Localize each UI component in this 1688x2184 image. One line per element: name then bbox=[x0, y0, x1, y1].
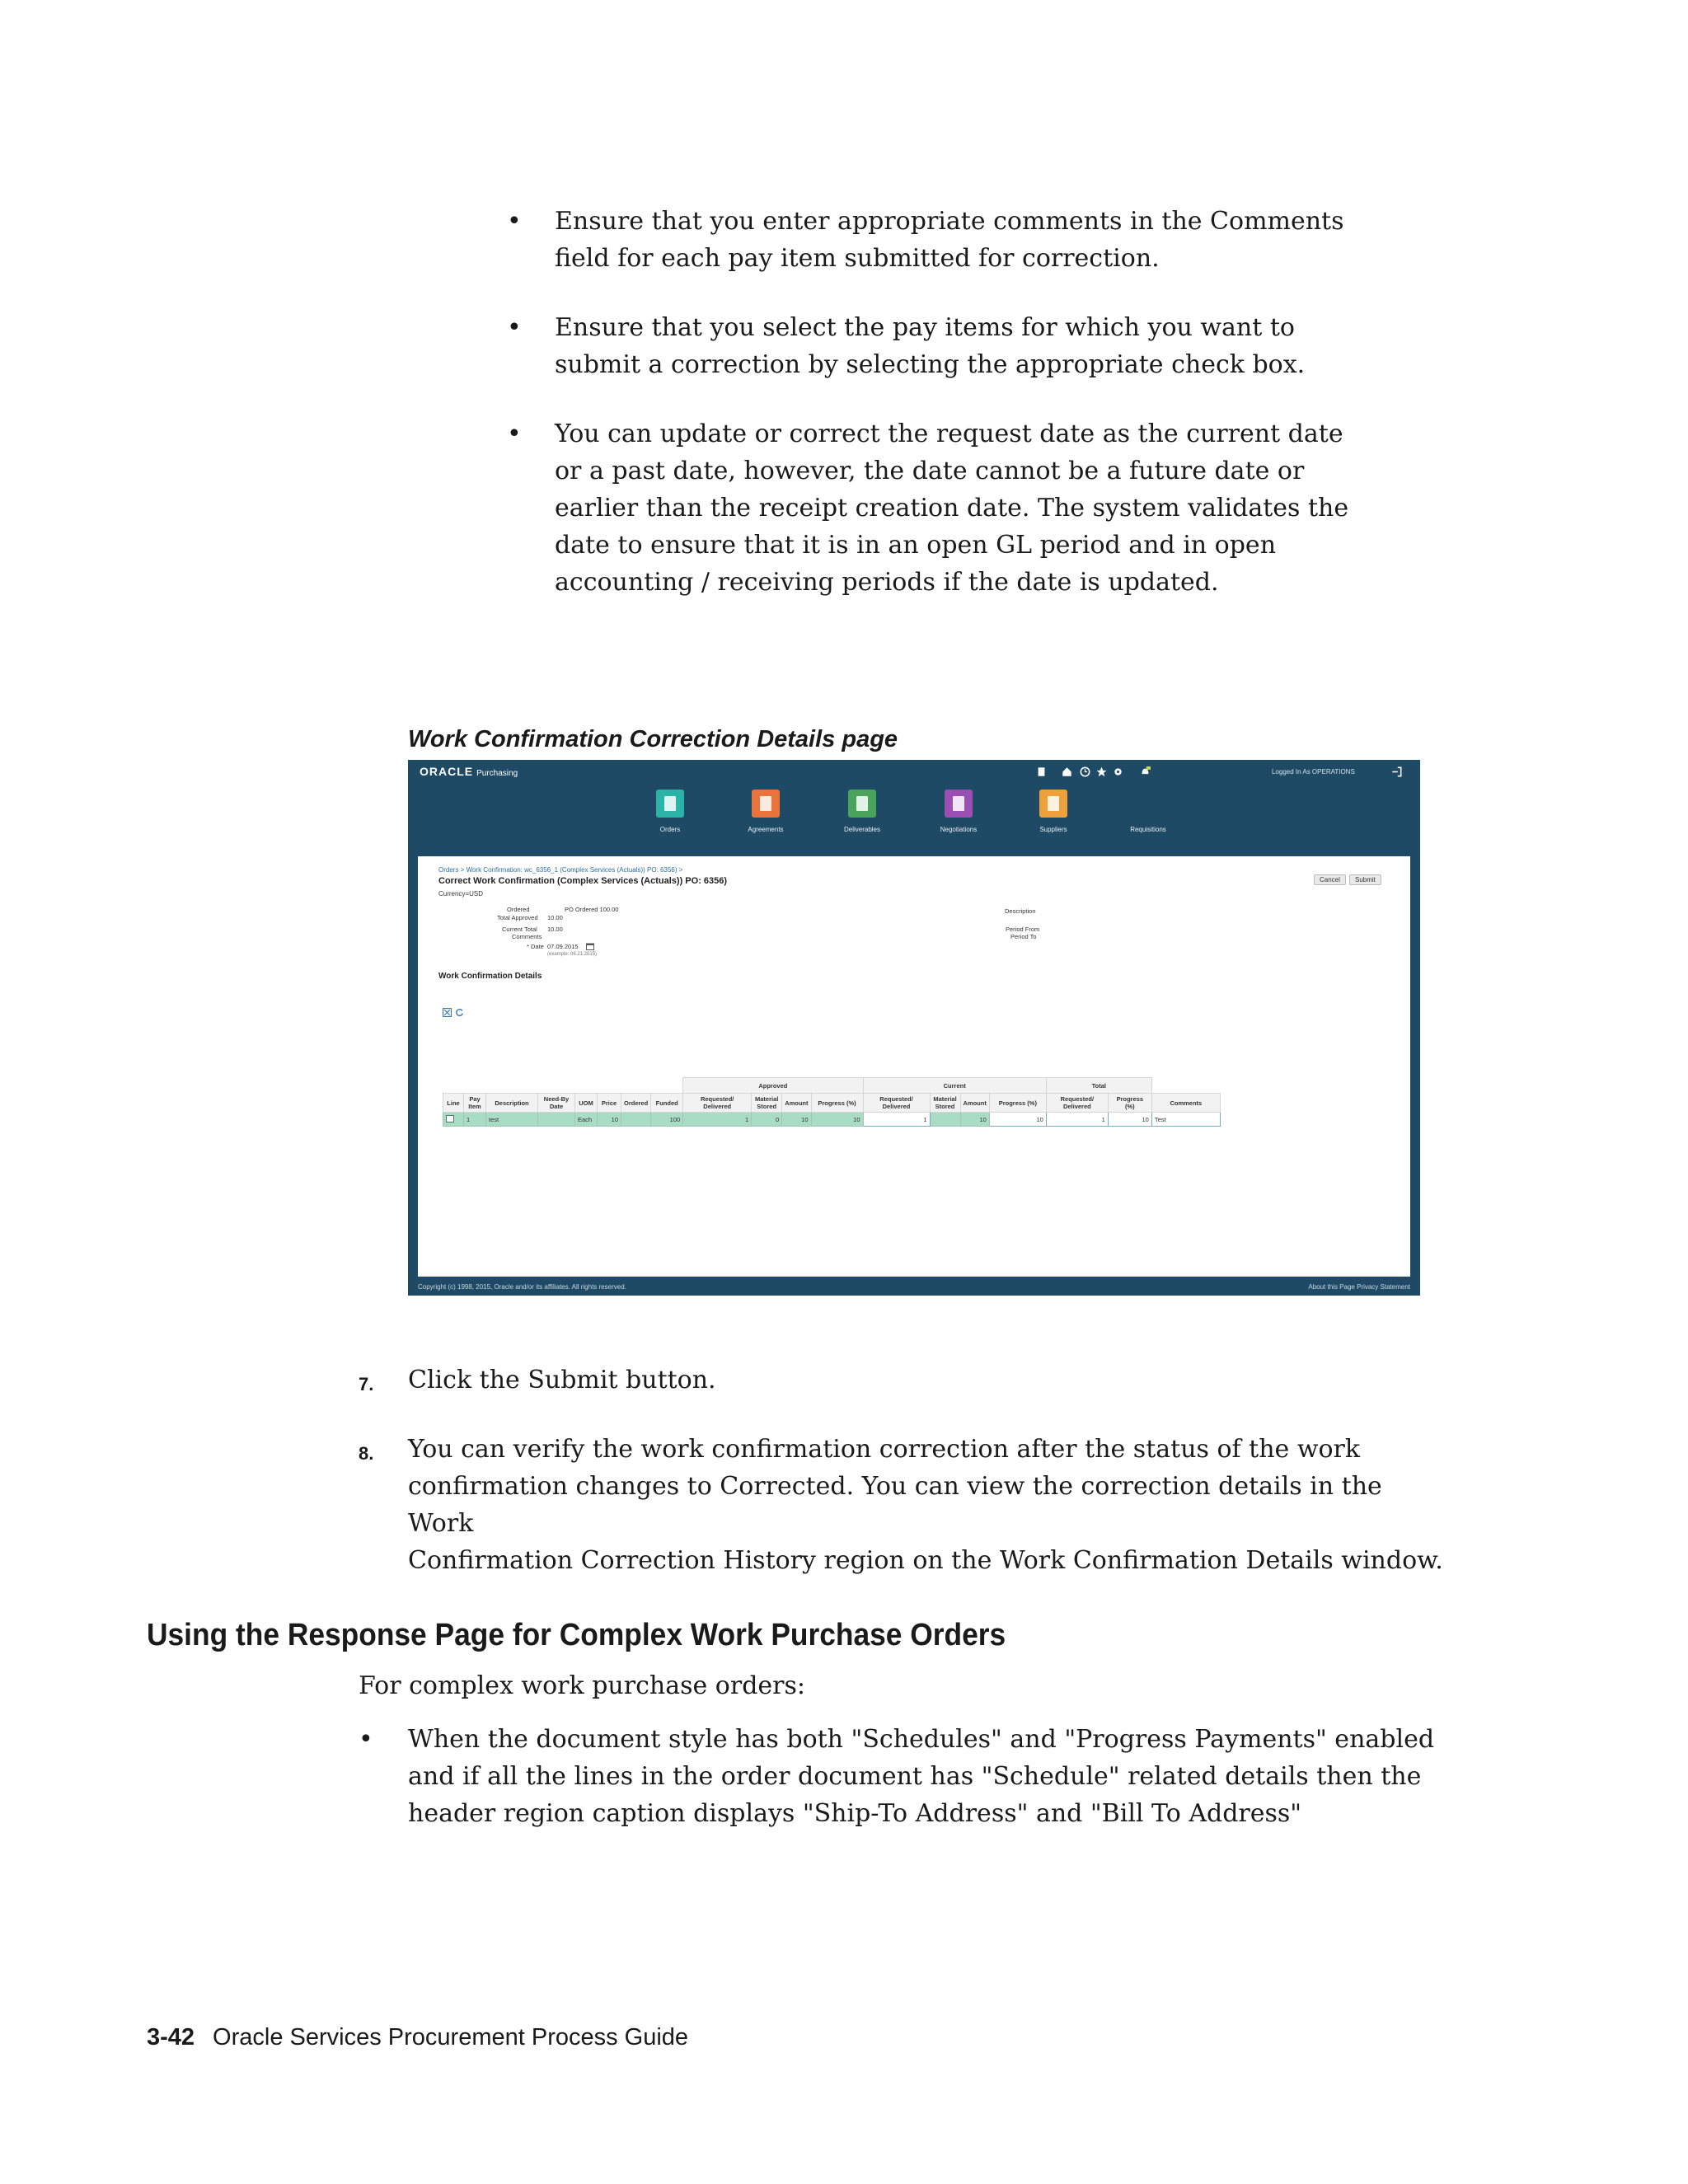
column-header: Description bbox=[486, 1094, 538, 1113]
period-from-label: Period From bbox=[1006, 926, 1040, 933]
column-header: Requested/ Delivered bbox=[863, 1094, 930, 1113]
cell bbox=[538, 1113, 575, 1127]
group-header-total: Total bbox=[1046, 1078, 1151, 1094]
column-header: Material Stored bbox=[930, 1094, 960, 1113]
cell: 100 bbox=[651, 1113, 683, 1127]
cell: test bbox=[486, 1113, 538, 1127]
currency-label: Currency=USD bbox=[438, 890, 484, 898]
intro-text: For complex work purchase orders: bbox=[359, 1671, 805, 1700]
column-header: UOM bbox=[575, 1094, 598, 1113]
requisitions-icon bbox=[1134, 790, 1162, 818]
period-to-label: Period To bbox=[1010, 933, 1037, 940]
step-number: 7. bbox=[359, 1374, 374, 1394]
column-header: Progress (%) bbox=[989, 1094, 1046, 1113]
nav-suppliers[interactable] bbox=[1020, 790, 1086, 833]
nav-label: Deliverables bbox=[843, 826, 881, 833]
column-header: Comments bbox=[1151, 1094, 1220, 1113]
group-header-approved: Approved bbox=[683, 1078, 863, 1094]
bullet-dot: • bbox=[507, 207, 522, 236]
nav-label: Orders bbox=[659, 826, 681, 833]
cell: 10 bbox=[960, 1113, 989, 1127]
date-field[interactable]: 07.09.2015 bbox=[547, 943, 579, 950]
nav-label: Negotiations bbox=[940, 826, 978, 833]
cell: 0 bbox=[752, 1113, 782, 1127]
module-name: Purchasing bbox=[476, 769, 518, 778]
bullet-text: When the document style has both "Schedules" and "Progress Payments" enabled and if all the lines in the order document has "Schedule" related details then the header region caption displays "Ship-To Address" and "Bill To Address" bbox=[408, 1725, 1435, 1828]
nav-label: Suppliers bbox=[1039, 826, 1067, 833]
total-progress-input[interactable]: 10 bbox=[1108, 1113, 1151, 1127]
bullet-text: You can update or correct the request date as the current date or a past date, however, the date cannot be a future date or earlier than the receipt creation date. The system validates the date to ensure that it is in an open GL period and in open accounting / receiving periods if the date is updated. bbox=[555, 419, 1349, 597]
column-header: Material Stored bbox=[752, 1094, 782, 1113]
export-icon[interactable] bbox=[443, 1008, 452, 1017]
progress-input[interactable]: 10 bbox=[989, 1113, 1046, 1127]
nav-orders[interactable] bbox=[637, 790, 703, 833]
work-confirmation-screenshot bbox=[408, 760, 1420, 1296]
bullet-dot: • bbox=[359, 1725, 373, 1754]
sign-out-icon[interactable] bbox=[1391, 766, 1402, 777]
description-label: Description bbox=[1005, 907, 1036, 915]
negotiations-icon bbox=[945, 790, 973, 818]
footer-links[interactable]: About this Page Privacy Statement bbox=[1308, 1283, 1410, 1291]
current-total-value: 10.00 bbox=[547, 926, 563, 933]
book-title: Oracle Services Procurement Process Guide bbox=[213, 2024, 689, 2050]
cell: 10 bbox=[782, 1113, 811, 1127]
document-icon[interactable] bbox=[1036, 766, 1047, 777]
column-header: Need-By Date bbox=[538, 1094, 575, 1113]
figure-caption: Work Confirmation Correction Details page bbox=[408, 726, 898, 752]
page-footer bbox=[147, 2024, 688, 2051]
agreements-icon bbox=[752, 790, 780, 818]
column-header: Amount bbox=[960, 1094, 989, 1113]
bullet-text: Ensure that you enter appropriate comments in the Comments field for each pay item submitted for correction. bbox=[555, 207, 1344, 273]
refresh-icon[interactable] bbox=[455, 1008, 464, 1017]
column-header: Progress (%) bbox=[811, 1094, 863, 1113]
bullet-document-style bbox=[359, 1721, 1447, 1836]
comments-input[interactable]: Test bbox=[1151, 1113, 1220, 1127]
page-number: 3-42 bbox=[147, 2024, 195, 2050]
cell: 1 bbox=[464, 1113, 486, 1127]
oracle-logo: ORACLE Purchasing bbox=[420, 765, 518, 778]
bullet-dot: • bbox=[507, 419, 522, 448]
column-header: Price bbox=[598, 1094, 621, 1113]
column-header: Pay Item bbox=[464, 1094, 486, 1113]
current-total-label: Current Total bbox=[502, 926, 537, 933]
total-requested-input[interactable]: 1 bbox=[1046, 1113, 1108, 1127]
cell: Each bbox=[575, 1113, 598, 1127]
gear-icon[interactable] bbox=[1113, 766, 1123, 777]
section-heading: Using the Response Page for Complex Work Purchase Orders bbox=[147, 1618, 1006, 1652]
submit-button[interactable]: Submit bbox=[1349, 874, 1381, 885]
select-checkbox[interactable] bbox=[443, 1113, 464, 1127]
comments-label: Comments bbox=[512, 933, 542, 940]
nav-label: Requisitions bbox=[1130, 826, 1166, 833]
requested-input[interactable]: 1 bbox=[863, 1113, 930, 1127]
column-header: Ordered bbox=[621, 1094, 651, 1113]
clock-icon[interactable] bbox=[1080, 766, 1090, 777]
bullet-comments bbox=[507, 203, 1430, 277]
total-approved-label: Total Approved bbox=[497, 914, 538, 921]
ordered-label: Ordered bbox=[507, 906, 530, 913]
step-7 bbox=[359, 1361, 1430, 1403]
column-header: Line bbox=[443, 1094, 464, 1113]
logged-in-label: Logged In As OPERATIONS bbox=[1272, 768, 1355, 776]
cell: 1 bbox=[683, 1113, 752, 1127]
column-header: Progress (%) bbox=[1108, 1094, 1151, 1113]
column-header: Funded bbox=[651, 1094, 683, 1113]
content-panel bbox=[418, 856, 1410, 1277]
deliverables-icon bbox=[848, 790, 876, 818]
ordered-value: PO Ordered 100.00 bbox=[565, 906, 619, 913]
home-icon[interactable] bbox=[1062, 766, 1072, 777]
work-confirmation-table bbox=[443, 1077, 1221, 1127]
date-hint: (example: 06.21.2015) bbox=[547, 952, 598, 957]
copyright: Copyright (c) 1998, 2015, Oracle and/or its affiliates. All rights reserved. bbox=[418, 1283, 626, 1291]
breadcrumb[interactable]: Orders > Work Confirmation: wc_6356_1 (Complex Services (Actuals)) PO: 6356) > bbox=[438, 866, 683, 874]
calendar-icon[interactable] bbox=[586, 943, 594, 950]
section-title: Work Confirmation Details bbox=[438, 972, 542, 981]
step-text: You can verify the work confirmation correction after the status of the work confirmation changes to Corrected. You can view the correction details in the Work Confirmation Correction History region on the Work Confirmation Details window. bbox=[408, 1435, 1443, 1575]
bullet-select-items bbox=[507, 309, 1430, 383]
notifications-icon[interactable] bbox=[1140, 766, 1151, 777]
cell bbox=[621, 1113, 651, 1127]
nav-negotiations[interactable] bbox=[926, 790, 992, 833]
step-number: 8. bbox=[359, 1443, 374, 1464]
nav-requisitions[interactable] bbox=[1115, 790, 1181, 833]
nav-agreements[interactable] bbox=[733, 790, 799, 833]
group-header-current: Current bbox=[863, 1078, 1046, 1094]
column-header: Requested/ Delivered bbox=[683, 1094, 752, 1113]
app-footer bbox=[408, 1281, 1420, 1296]
cell: 10 bbox=[811, 1113, 863, 1127]
cell bbox=[930, 1113, 960, 1127]
step-8 bbox=[359, 1431, 1447, 1575]
column-header: Amount bbox=[782, 1094, 811, 1113]
orders-icon bbox=[656, 790, 684, 818]
cell: 10 bbox=[598, 1113, 621, 1127]
bullet-text: Ensure that you select the pay items for which you want to submit a correction by selecting the appropriate check box. bbox=[555, 313, 1306, 379]
star-icon[interactable] bbox=[1096, 766, 1107, 777]
table-row[interactable] bbox=[443, 1113, 1221, 1127]
step-text: Click the Submit button. bbox=[408, 1366, 716, 1394]
page-title: Correct Work Confirmation (Complex Services (Actuals)) PO: 6356) bbox=[438, 876, 728, 886]
cancel-button[interactable]: Cancel bbox=[1314, 874, 1346, 885]
total-approved-value: 10.00 bbox=[547, 914, 563, 921]
suppliers-icon bbox=[1039, 790, 1067, 818]
bullet-request-date bbox=[507, 415, 1430, 605]
app-header bbox=[408, 760, 1420, 871]
nav-label: Agreements bbox=[748, 826, 784, 833]
column-header: Requested/ Delivered bbox=[1046, 1094, 1108, 1113]
bullet-dot: • bbox=[507, 313, 522, 342]
date-label: * Date bbox=[527, 943, 544, 950]
nav-deliverables[interactable] bbox=[829, 790, 895, 833]
